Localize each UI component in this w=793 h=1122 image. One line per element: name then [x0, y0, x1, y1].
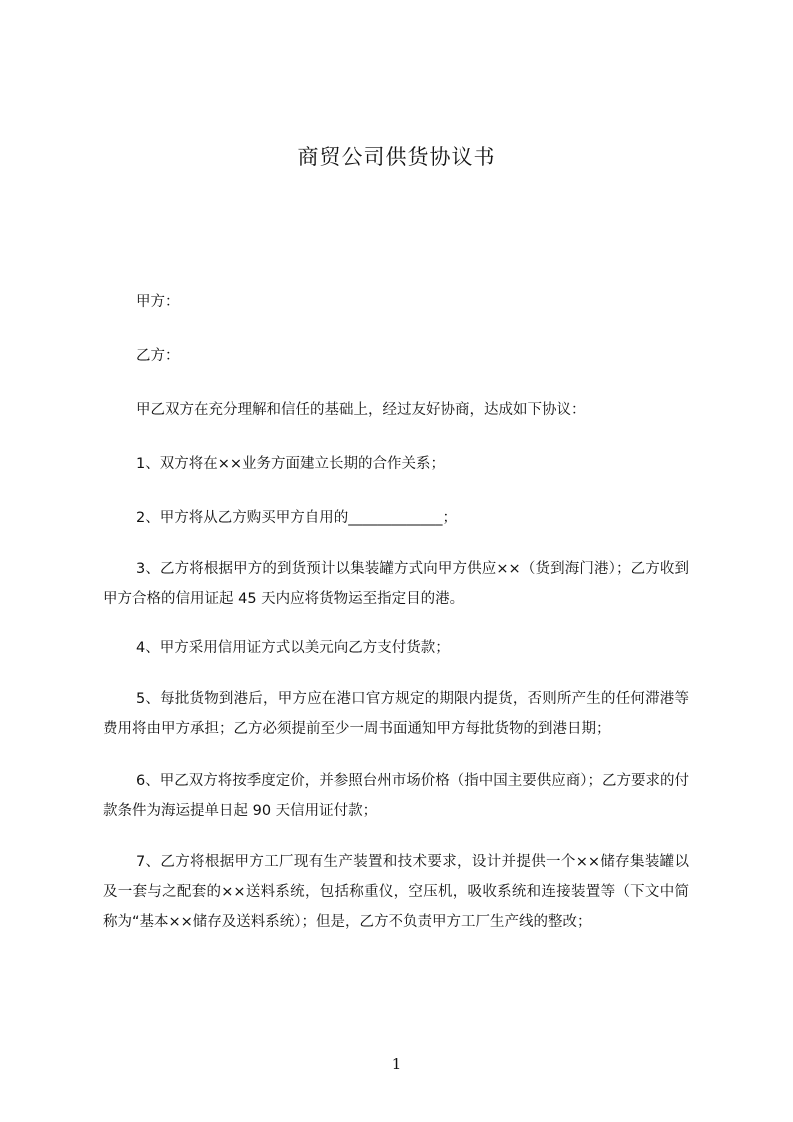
- party-b-line: 乙方：: [136, 348, 180, 364]
- clause-6: 6、甲乙双方将按季度定价，并参照台州市场价格（指中国主要供应商）；乙方要求的付款条件为海运提单日起 90 天信用证付款；: [103, 773, 689, 819]
- preamble-paragraph: 甲乙双方在充分理解和信任的基础上，经过友好协商，达成如下协议：: [136, 402, 586, 418]
- clause-4: 4、甲方采用信用证方式以美元向乙方支付货款；: [136, 640, 450, 656]
- clause-2: 2、甲方将从乙方购买甲方自用的_____________；: [136, 510, 457, 526]
- clause-7: 7、乙方将根据甲方工厂现有生产装置和技术要求，设计并提供一个××储存集装罐以及一套与之配套的××送料系统，包括称重仪，空压机，吸收系统和连接装置等（下文中简称为“基本××储存及送料系统）；但是，乙方不负责甲方工厂生产线的整改；: [103, 854, 689, 930]
- clause-5: 5、每批货物到港后，甲方应在港口官方规定的期限内提货，否则所产生的任何滞港等费用将由甲方承担；乙方必须提前至少一周书面通知甲方每批货物的到港日期；: [103, 691, 689, 737]
- page-number: 1: [391, 1055, 402, 1073]
- document-title: 商贸公司供货协议书: [297, 145, 496, 169]
- clause-3: 3、乙方将根据甲方的到货预计以集装罐方式向甲方供应××（货到海门港）；乙方收到甲方合格的信用证起 45 天内应将货物运至指定目的港。: [103, 561, 689, 607]
- party-a-line: 甲方：: [136, 294, 180, 310]
- clause-1: 1、双方将在××业务方面建立长期的合作关系；: [136, 456, 446, 472]
